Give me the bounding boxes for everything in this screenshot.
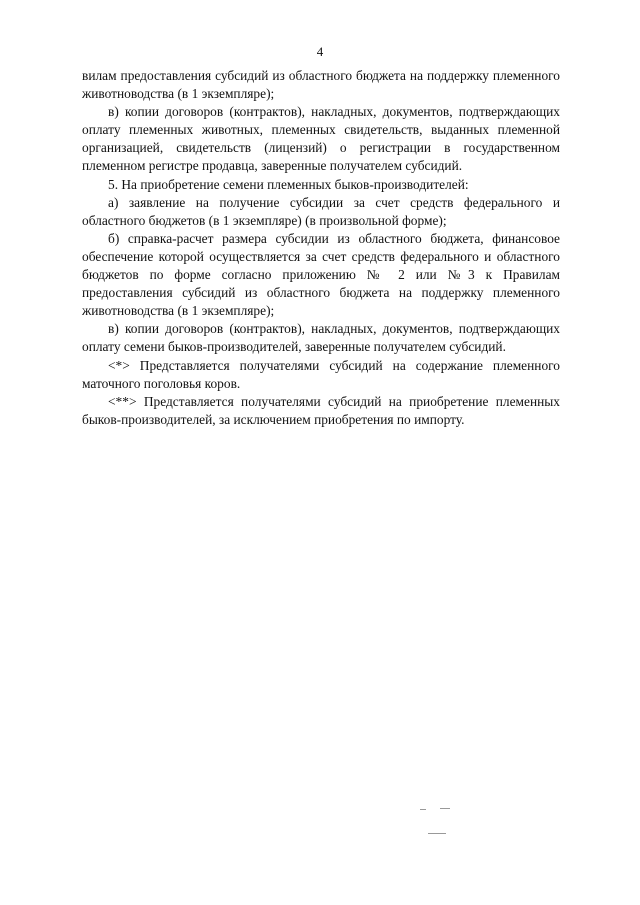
body-text — [82, 67, 560, 429]
footnote-one-star: <*> Представляется получателями субсидий на содержание племенного маточного поголовья коров. — [82, 357, 560, 391]
paragraph-item-v-copies-semen: в) копии договоров (контрактов), накладных, документов, подтверждающих оплату семени быков-производителей, заверенные получателем субсидий. — [82, 321, 560, 355]
scan-marks — [418, 808, 458, 848]
footnote-two-star: <**> Представляется получателями субсидий на приобретение племенных быков-производителей, за исключением приобретения по импорту. — [82, 393, 560, 427]
page-number: 4 — [316, 44, 324, 59]
paragraph-item-b-calculation: б) справка-расчет размера субсидии из областного бюджета, финансовое обеспечение которой осуществляется за счет средств федерального и областного бюджетов по форме согласно приложению № 2 или №3 к Правилам предоставления субсидий из областного бюджета на поддержку племенного животноводства (в 1 экземпляре); — [82, 230, 560, 319]
paragraph-continuation: вилам предоставления субсидий из областного бюджета на поддержку племенного животноводства (в 1 экземпляре); — [82, 68, 560, 102]
paragraph-item-v-copies: в) копии договоров (контрактов), накладных, документов, подтверждающих оплату племенных животных, племенных свидетельств, выданных племенной организацией, свидетельств (лицензий) о регистрации в государственном племенном регистре продавца, заверенные получателем субсидий. — [82, 104, 560, 174]
paragraph-section-5: 5. На приобретение семени племенных быков-производителей: — [108, 176, 469, 192]
paragraph-item-a-application: а) заявление на получение субсидии за счет средств федерального и областного бюджетов (в 1 экземпляре) (в произвольной форме); — [82, 194, 560, 228]
